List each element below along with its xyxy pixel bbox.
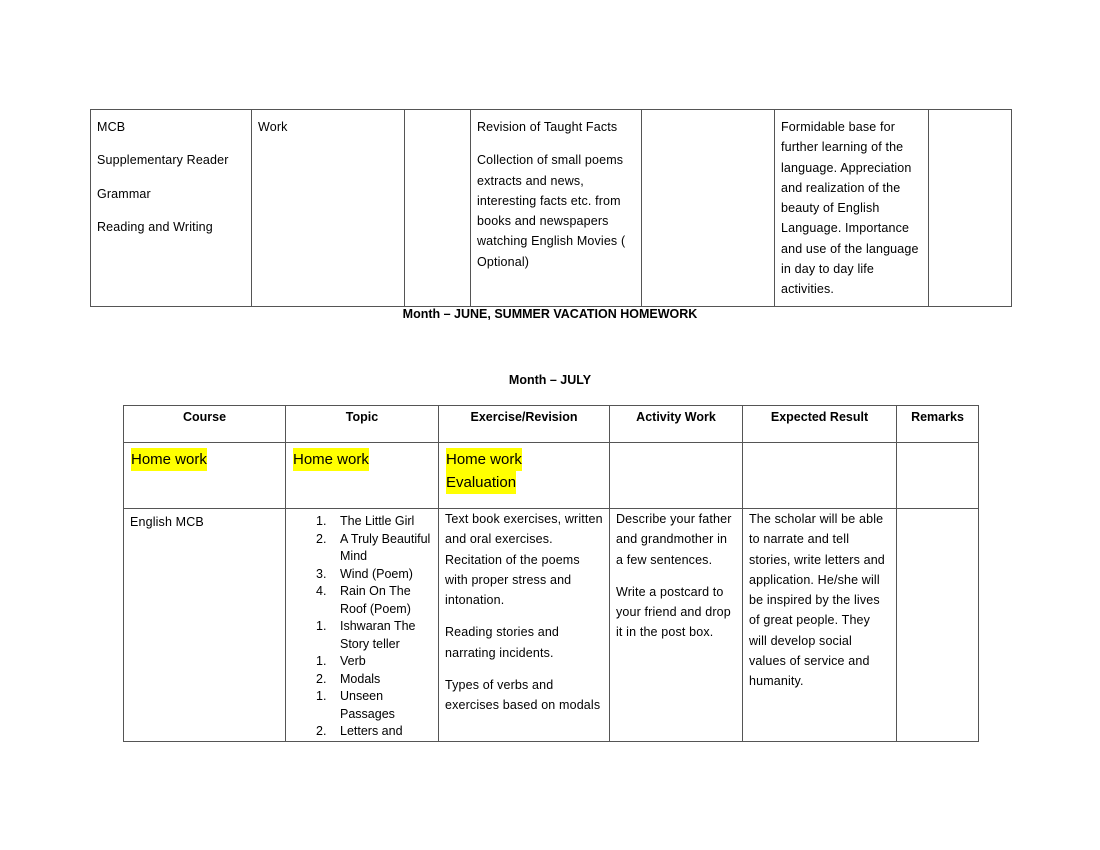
top-expected-cell bbox=[775, 110, 929, 307]
top-course-cell bbox=[91, 110, 252, 307]
english-exercise-cell bbox=[439, 509, 610, 742]
header-activity: Activity Work bbox=[610, 406, 743, 443]
top-empty-cell bbox=[405, 110, 471, 307]
homework-activity-cell bbox=[610, 443, 743, 509]
top-table bbox=[90, 109, 1012, 307]
july-table bbox=[123, 405, 979, 742]
english-activity-cell bbox=[610, 509, 743, 742]
english-topic-cell bbox=[286, 509, 439, 742]
topic-list bbox=[286, 513, 438, 741]
homework-topic: Home work bbox=[293, 448, 369, 471]
list-item: 1. Unseen Passages bbox=[316, 689, 395, 721]
header-expected: Expected Result bbox=[743, 406, 897, 443]
top-expected: Formidable base for further learning of the language. Appreciation and realization of the beauty of English Language. Importance and use of the language in day to day life activities. bbox=[781, 120, 919, 297]
homework-expected-cell bbox=[743, 443, 897, 509]
top-exercise-line: Revision of Taught Facts bbox=[477, 120, 618, 134]
english-row bbox=[124, 509, 979, 742]
list-item: 3. Wind (Poem) bbox=[316, 566, 413, 581]
header-topic: Topic bbox=[286, 406, 439, 443]
top-course-line: MCB bbox=[97, 120, 126, 134]
list-item: 2. A Truly Beautiful Mind bbox=[316, 531, 431, 563]
top-course-line: Grammar bbox=[97, 186, 151, 201]
english-remarks-cell bbox=[897, 509, 979, 742]
english-expected-cell bbox=[743, 509, 897, 742]
june-caption: Month – JUNE, SUMMER VACATION HOMEWORK bbox=[402, 307, 698, 321]
list-item: 2. Modals bbox=[316, 671, 381, 686]
list-item: 1. Ishwaran The Story teller bbox=[316, 619, 416, 651]
english-course-cell bbox=[124, 509, 286, 742]
july-caption: Month – JULY bbox=[508, 373, 592, 387]
activity-paragraph: Describe your father and grandmother in a few sentences. bbox=[616, 512, 732, 567]
homework-course-cell bbox=[124, 443, 286, 509]
header-row bbox=[124, 406, 979, 443]
list-item: 2. Letters and bbox=[316, 724, 403, 738]
homework-evaluation: Evaluation bbox=[446, 471, 516, 494]
top-exercise-line: Collection of small poems extracts and news, interesting facts etc. from books and newspapers watching English Movies ( Optional) bbox=[477, 153, 626, 269]
header-remarks: Remarks bbox=[897, 406, 979, 443]
top-topic-cell bbox=[252, 110, 405, 307]
list-item: 1. Verb bbox=[316, 654, 366, 668]
exercise-paragraph: Reading stories and narrating incidents. bbox=[445, 625, 560, 660]
top-remarks-cell bbox=[929, 110, 1012, 307]
english-expected: The scholar will be able to narrate and tell stories, write letters and application. He/she will be inspired by the lives of great people. They will develop social values of service and humanity. bbox=[749, 512, 885, 689]
homework-remarks-cell bbox=[897, 443, 979, 509]
list-item: 1. The Little Girl bbox=[316, 514, 415, 528]
top-course-line: Reading and Writing bbox=[97, 219, 213, 234]
header-course: Course bbox=[124, 406, 286, 443]
activity-paragraph: Write a postcard to your friend and drop it in the post box. bbox=[616, 584, 731, 640]
exercise-paragraph: Types of verbs and exercises based on modals bbox=[445, 678, 601, 713]
header-exercise: Exercise/Revision bbox=[439, 406, 610, 443]
homework-topic-cell bbox=[286, 443, 439, 509]
english-course: English MCB bbox=[130, 515, 204, 529]
top-course-line: Supplementary Reader bbox=[97, 153, 229, 168]
top-activity-cell bbox=[642, 110, 775, 307]
homework-course: Home work bbox=[131, 448, 207, 471]
homework-exercise: Home work bbox=[446, 448, 522, 471]
homework-exercise-cell bbox=[439, 443, 610, 509]
top-topic: Work bbox=[258, 120, 288, 134]
top-exercise-cell bbox=[471, 110, 642, 307]
homework-row bbox=[124, 443, 979, 509]
list-item: 4. Rain On The Roof (Poem) bbox=[316, 584, 411, 616]
exercise-paragraph: Text book exercises, written and oral exercises. Recitation of the poems with proper stress and intonation. bbox=[445, 512, 603, 608]
